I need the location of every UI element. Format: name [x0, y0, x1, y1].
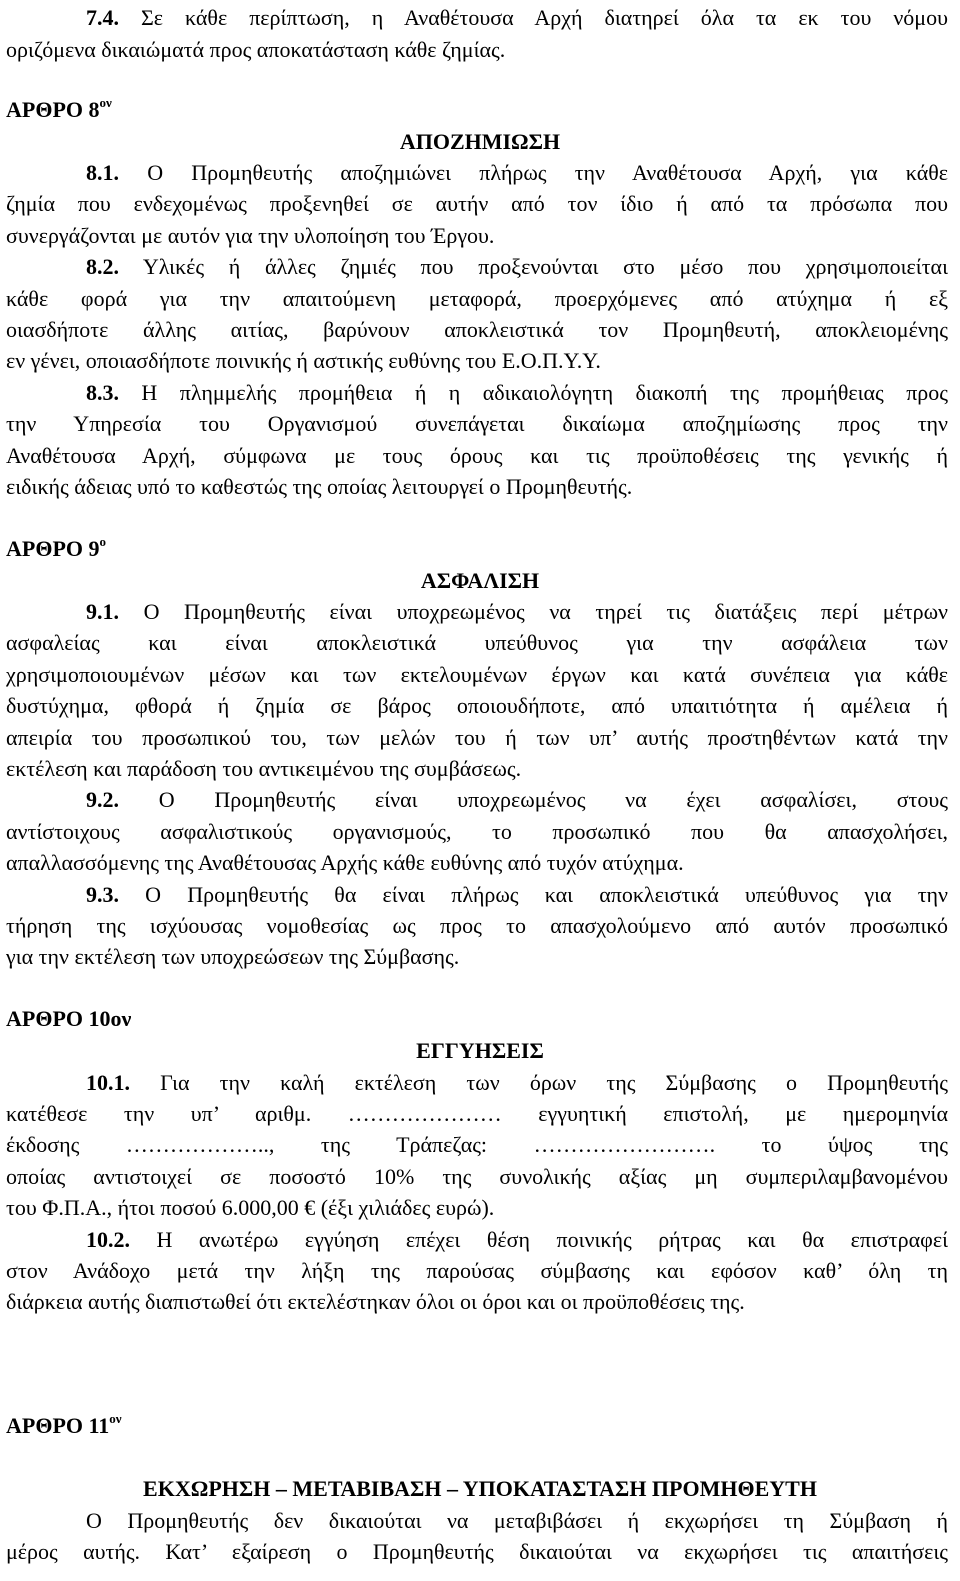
text: Για την καλή εκτέλεση των όρων της Σύμβασης ο Προμηθευτής — [130, 1070, 948, 1095]
article-label: ΑΡΘΡΟ 11 — [6, 1413, 110, 1438]
paragraph-10-1-line-1 — [86, 1067, 948, 1099]
paragraph-11-line-2: μέρος αυτής. Κατ’ εξαίρεση ο Προμηθευτής δικαιούται να εκχωρήσει τις απαιτήσεις — [6, 1539, 948, 1564]
paragraph-10-2-line-2: στον Ανάδοχο μετά την λήξη της παρούσας σύμβασης και εφόσον καθ’ όλη τη — [6, 1258, 948, 1283]
article-label: ΑΡΘΡΟ 10ον — [6, 1006, 132, 1031]
paragraph-8-3-line-3: Αναθέτουσα Αρχή, σύμφωνα με τους όρους και τις προϋποθέσεις της γενικής ή — [6, 443, 948, 468]
section-number: 10.2. — [86, 1227, 130, 1252]
section-number: 9.1. — [86, 599, 119, 624]
paragraph-7-4-line-2: οριζόμενα δικαιώματά προς αποκατάσταση κάθε ζημίας. — [6, 37, 506, 62]
paragraph-10-2-line-3: διάρκεια αυτής διαπιστωθεί ότι εκτελέστηκαν όλοι οι όροι και οι προϋποθέσεις της. — [6, 1289, 745, 1314]
text: Ο Προμηθευτής είναι υποχρεωμένος να τηρεί τις διατάξεις περί μέτρων — [119, 599, 948, 624]
article-9-heading — [6, 533, 948, 565]
article-9-title — [0, 565, 960, 597]
text: Η ανωτέρω εγγύηση επέχει θέση ποινικής ρήτρας και θα επιστραφεί — [130, 1227, 948, 1252]
paragraph-9-2-line-2: αντίστοιχους ασφαλιστικούς οργανισμούς, το προσωπικό που θα απασχολήσει, — [6, 819, 948, 844]
section-number: 9.2. — [86, 787, 119, 812]
paragraph-9-1-line-5: απειρία του προσωπικού του, των μελών του ή των υπ’ αυτής προστηθέντων κατά την — [6, 725, 948, 750]
paragraph-9-1-line-4: δυστύχημα, φθορά ή ζημία σε βάρος οποιουδήποτε, από υπαιτιότητα ή αμέλεια ή — [6, 693, 948, 718]
paragraph-8-1-line-3: συνεργάζονται με αυτόν για την υλοποίηση του Έργου. — [6, 223, 495, 248]
paragraph-8-3-line-1 — [86, 377, 948, 409]
paragraph-9-3-line-1 — [86, 879, 948, 911]
article-10-title — [0, 1035, 960, 1067]
text: Ο Προμηθευτής είναι υποχρεωμένος να έχει ασφαλίσει, στους — [119, 787, 948, 812]
title-text: ΑΣΦΑΛΙΣΗ — [420, 568, 540, 593]
section-number: 9.3. — [86, 882, 119, 907]
paragraph-9-1-line-3: χρησιμοποιουμένων μέσων και των εκτελουμένων έργων και κατά συνέπεια για κάθε — [6, 662, 948, 687]
paragraph-9-3-line-3: για την εκτέλεση των υποχρεώσεων της Σύμβασης. — [6, 944, 460, 969]
paragraph-7-4-line-1 — [86, 2, 948, 34]
paragraph-9-2-line-1 — [86, 784, 948, 816]
text: Υλικές ή άλλες ζημιές που προξενούνται στο μέσο που χρησιμοποιείται — [119, 254, 948, 279]
paragraph-10-1-line-2: κατέθεσε την υπ’ αριθμ. ………………… εγγυητική επιστολή, με ημερομηνία — [6, 1101, 948, 1126]
paragraph-9-3-line-2: τήρηση της ισχύουσας νομοθεσίας ως προς το απασχολούμενο από αυτόν προσωπικό — [6, 913, 948, 938]
paragraph-8-2-line-1 — [86, 251, 948, 283]
article-label: ΑΡΘΡΟ 9 — [6, 536, 100, 561]
article-11-title — [0, 1473, 960, 1505]
text: Σε κάθε περίπτωση, η Αναθέτουσα Αρχή διατηρεί όλα τα εκ του νόμου — [119, 5, 948, 30]
text: Ο Προμηθευτής θα είναι πλήρως και αποκλειστικά υπεύθυνος για την — [119, 882, 948, 907]
article-superscript: ον — [99, 94, 112, 110]
section-number: 10.1. — [86, 1070, 130, 1095]
paragraph-10-2-line-1 — [86, 1224, 948, 1256]
paragraph-8-2-line-2: κάθε φορά για την απαιτούμενη μεταφορά, προερχόμενες από ατύχημα ή εξ — [6, 286, 948, 311]
article-label: ΑΡΘΡΟ 8 — [6, 97, 100, 122]
paragraph-9-1-line-1 — [86, 596, 948, 628]
paragraph-9-2-line-3: απαλλασσόμενης της Αναθέτουσας Αρχής κάθε ευθύνης από τυχόν ατύχημα. — [6, 850, 684, 875]
article-superscript: ο — [99, 533, 106, 549]
paragraph-9-1-line-6: εκτέλεση και παράδοση του αντικειμένου της συμβάσεως. — [6, 756, 522, 781]
paragraph-8-2-line-4: εν γένει, οποιασδήποτε ποινικής ή αστικής ευθύνης του Ε.Ο.Π.Υ.Υ. — [6, 348, 601, 373]
title-text: ΕΓΓΥΗΣΕΙΣ — [416, 1038, 544, 1063]
paragraph-8-3-line-2: την Υπηρεσία του Οργανισμού συνεπάγεται δικαίωμα αποζημίωσης προς την — [6, 411, 948, 436]
section-number: 8.2. — [86, 254, 119, 279]
article-8-title — [0, 126, 960, 158]
paragraph-8-1-line-1 — [86, 157, 948, 189]
text: Η πλημμελής προμήθεια ή η αδικαιολόγητη διακοπή της προμήθειας προς — [119, 380, 948, 405]
paragraph-9-1-line-2: ασφαλείας και είναι αποκλειστικά υπεύθυνος για την ασφάλεια των — [6, 630, 948, 655]
section-number: 8.1. — [86, 160, 119, 185]
title-text: ΕΚΧΩΡΗΣΗ – ΜΕΤΑΒΙΒΑΣΗ – ΥΠΟΚΑΤΑΣΤΑΣΗ ΠΡΟΜΗΘΕΥΤΗ — [143, 1476, 817, 1501]
paragraph-11-line-1: Ο Προμηθευτής δεν δικαιούται να μεταβιβάσει ή εκχωρήσει τη Σύμβαση ή — [86, 1508, 948, 1533]
paragraph-8-3-line-4: ειδικής άδειας υπό το καθεστώς της οποίας λειτουργεί ο Προμηθευτής. — [6, 474, 633, 499]
article-11-heading — [6, 1410, 948, 1442]
paragraph-8-2-line-3: οιασδήποτε άλλης αιτίας, βαρύνουν αποκλειστικά τον Προμηθευτή, αποκλειομένης — [6, 317, 948, 342]
paragraph-10-1-line-5: του Φ.Π.Α., ήτοι ποσού 6.000,00 € (έξι χιλιάδες ευρώ). — [6, 1195, 495, 1220]
article-superscript: ον — [109, 1410, 122, 1426]
title-text: ΑΠΟΖΗΜΙΩΣΗ — [399, 129, 561, 154]
paragraph-8-1-line-2: ζημία που ενδεχομένως προξενηθεί σε αυτήν από τον ίδιο ή από τα πρόσωπα που — [6, 191, 948, 216]
section-number: 7.4. — [86, 5, 119, 30]
section-number: 8.3. — [86, 380, 119, 405]
paragraph-10-1-line-3: έκδοσης ……………….., της Τράπεζας: ……………………. το ύψος της — [6, 1132, 948, 1157]
paragraph-10-1-line-4: οποίας αντιστοιχεί σε ποσοστό 10% της συνολικής αξίας μη συμπεριλαμβανομένου — [6, 1164, 948, 1189]
article-10-heading — [6, 1003, 948, 1035]
text: Ο Προμηθευτής αποζημιώνει πλήρως την Αναθέτουσα Αρχή, για κάθε — [119, 160, 948, 185]
article-8-heading — [6, 94, 948, 126]
